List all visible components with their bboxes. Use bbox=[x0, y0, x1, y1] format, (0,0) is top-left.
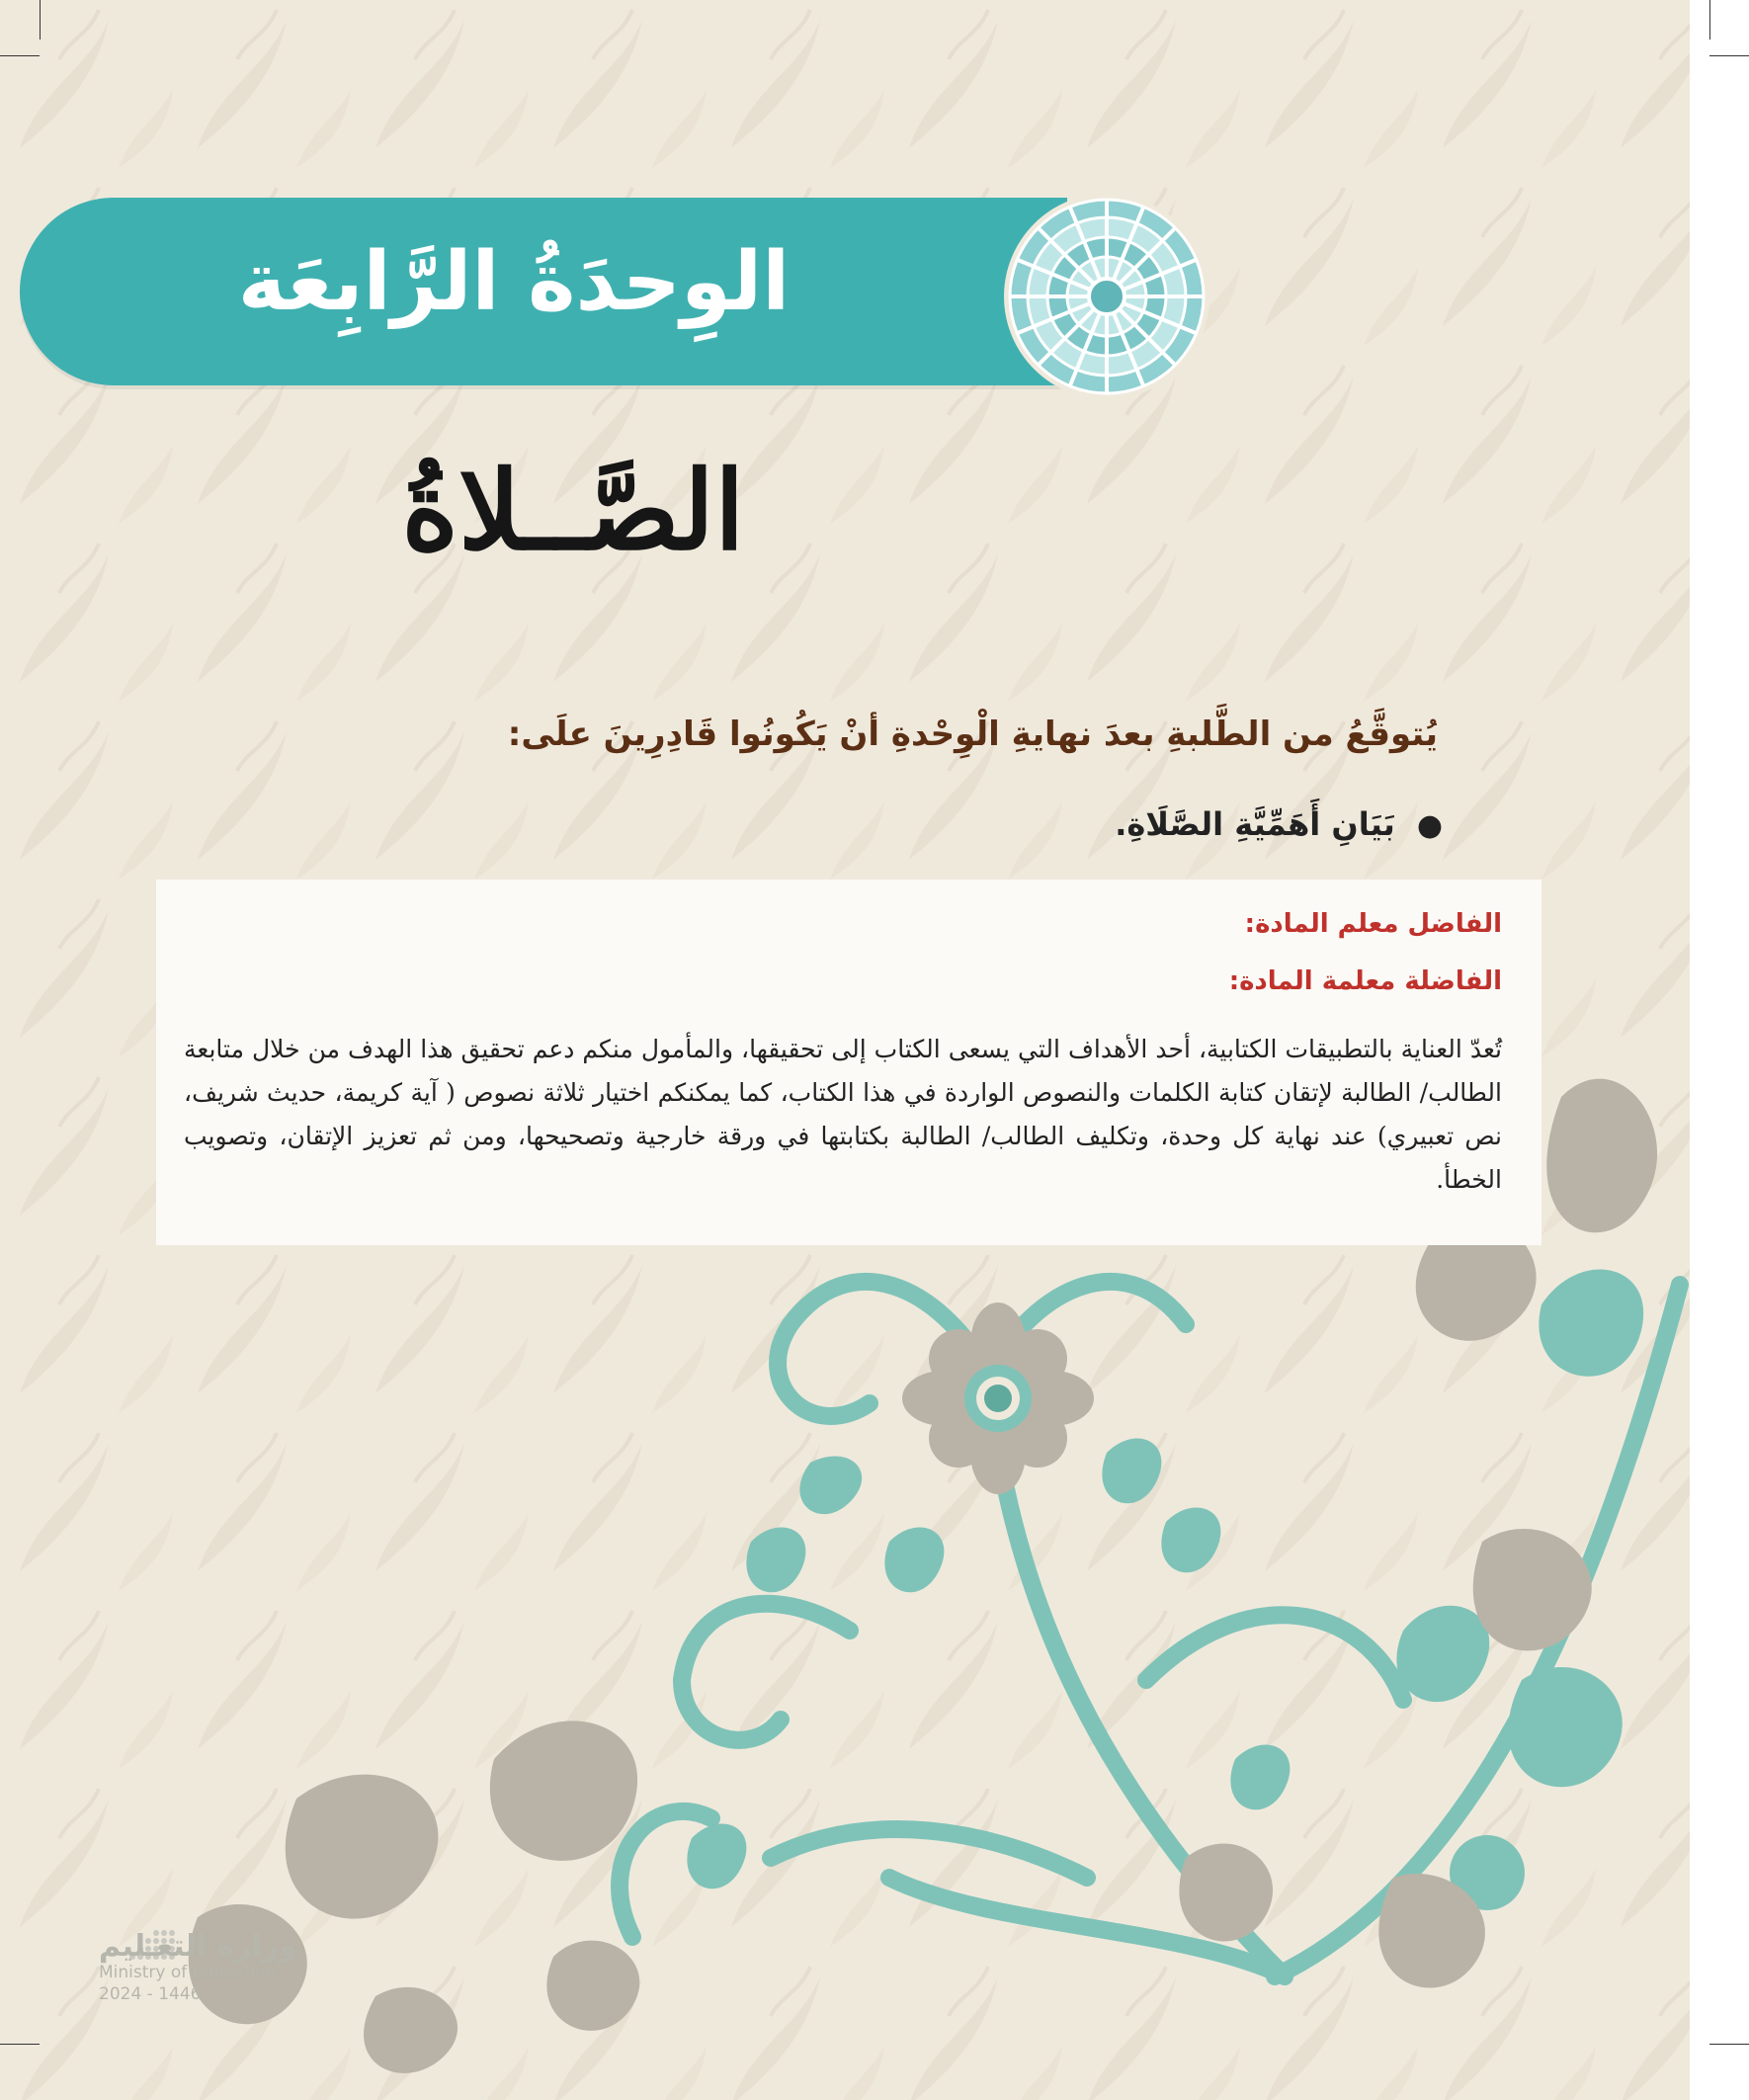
crop-mark bbox=[1709, 2044, 1749, 2045]
crop-mark bbox=[1709, 55, 1749, 56]
objectives-heading: يُتوقَّعُ من الطَّلبةِ بعدَ نهايةِ الْوِحْدةِ أنْ يَكُونُوا قَادِرِينَ علَى: bbox=[507, 714, 1438, 754]
crop-mark bbox=[0, 2044, 40, 2045]
note-label-male: الفاضل معلم المادة: bbox=[1244, 909, 1502, 939]
crop-mark bbox=[40, 0, 41, 40]
unit-title: الوِحدَةُ الرَّابِعَة bbox=[237, 235, 791, 329]
ministry-name-ar: وزارة التعـليم bbox=[99, 1929, 297, 1964]
crop-mark bbox=[1709, 0, 1710, 40]
ministry-year: 2024 - 1446 bbox=[99, 1984, 202, 2004]
rosette-ornament bbox=[998, 188, 1215, 405]
objective-text: بَيَانِ أَهَمِّيَّةِ الصَّلَاةِ. bbox=[1115, 805, 1395, 843]
objective-item bbox=[1115, 805, 1443, 843]
lesson-title: الصَّــلاةُ bbox=[401, 447, 745, 574]
crop-mark bbox=[0, 55, 40, 56]
bullet-icon: ● bbox=[1416, 808, 1443, 843]
note-label-female: الفاضلة معلمة المادة: bbox=[1228, 966, 1502, 996]
teacher-note-box bbox=[156, 880, 1541, 1245]
note-body: تُعدّ العناية بالتطبيقات الكتابية، أحد الأهداف التي يسعى الكتاب إلى تحقيقها، والمأمول منكم دعم تحقيق هذا الهدف من خلال متابعة الطالب/ الطالبة لإتقان كتابة الكلمات والنصوص الواردة في هذا الكتاب، كما يمكنكم اختيار ثلاثة نصوص ( آية كريمة، حديث شريف، نص تعبيري) عند نهاية كل وحدة، وتكليف الطالب/ الطالبة بكتابتها في ورقة خارجية وتصحيحها، ومن ثم تعزيز الإتقان، وتصويب الخطأ. bbox=[184, 1035, 1502, 1194]
ministry-name-en: Ministry of Education bbox=[99, 1963, 277, 1982]
